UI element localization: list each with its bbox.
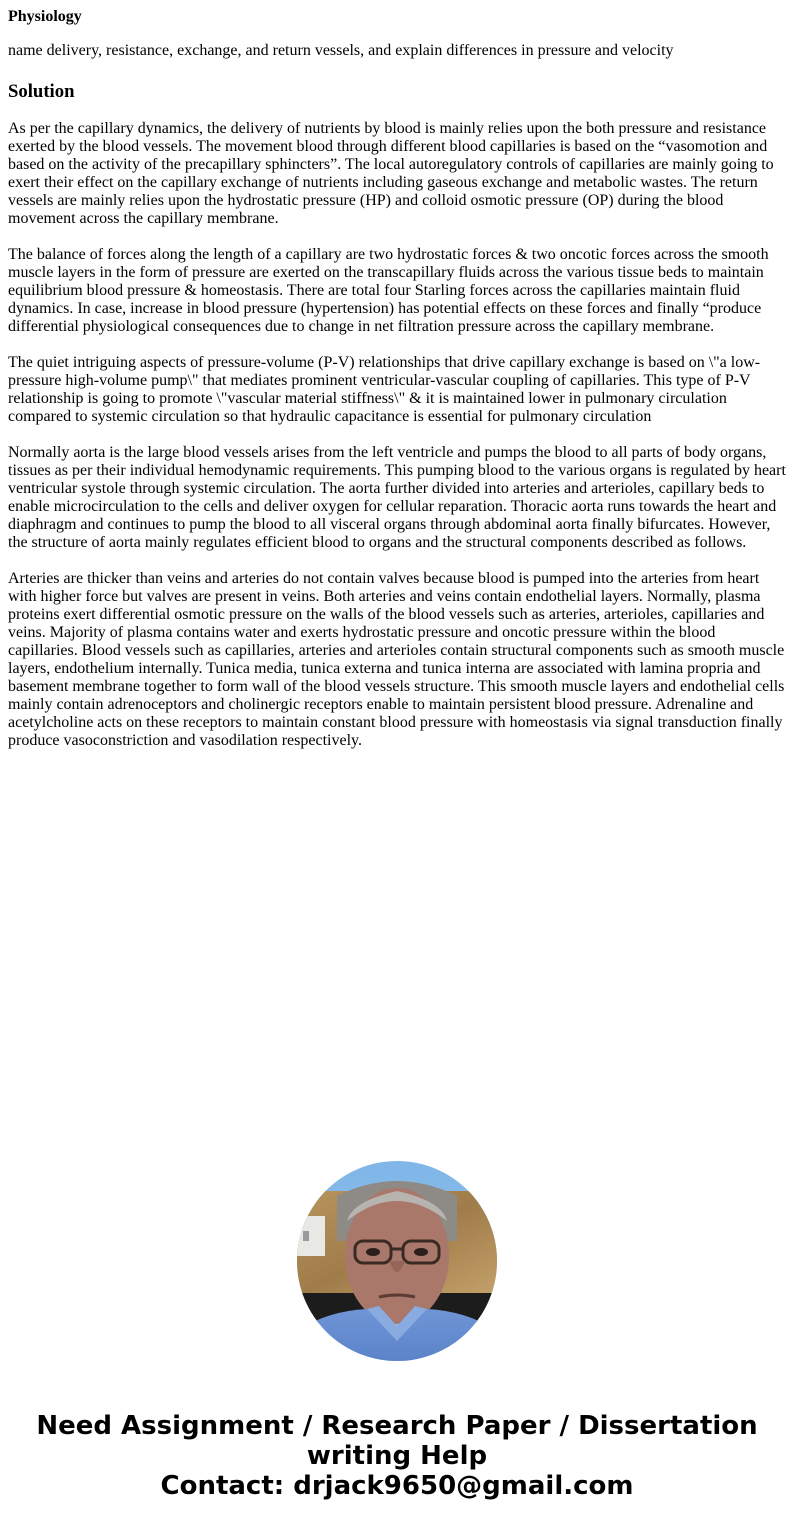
solution-paragraph: The balance of forces along the length of a capillary are two hydrostatic forces & two oncotic forces across the smooth muscle layers in the form of pressure are exerted on the transcapillary fluids across the various tissue beds to maintain equilibrium blood pressure & homeostasis. There are total four Starling forces across the capillaries maintain fluid dynamics. In case, increase in blood pressure (hypertension) has potential effects on these forces and finally “produce differential physiological consequences due to change in net filtration pressure across the capillary membrane. [8,246,769,335]
promo-banner [0,1411,794,1501]
promo-contact: Contact: drjack9650@gmail.com [160,1471,634,1501]
promo-line-2: writing Help [306,1441,488,1471]
solution-heading: Solution [8,81,75,102]
solution-paragraph: Normally aorta is the large blood vessels arises from the left ventricle and pumps the blood to all parts of body organs, tissues as per their individual hemodynamic requirements. This pumping blood to the various organs is regulated by heart ventricular systole through systemic circulation. The aorta further divided into arteries and arterioles, capillary beds to enable microcirculation to the cells and deliver oxygen for cellular reparation. Thoracic aorta runs towards the heart and diaphragm and continues to pump the blood to all visceral organs through abdominal aorta finally bifurcates. However, the structure of aorta mainly regulates efficient blood to organs and the structural components described as follows. [8,444,786,551]
solution-paragraph: The quiet intriguing aspects of pressure-volume (P-V) relationships that drive capillary exchange is based on \"a low-pressure high-volume pump\" that mediates prominent ventricular-vascular coupling of capillaries. This type of P-V relationship is going to promote \"vascular material stiffness\" & it is maintained lower in pulmonary circulation compared to systemic circulation so that hydraulic capacitance is essential for pulmonary circulation [8,354,761,425]
avatar [297,1161,497,1361]
solution-paragraph: Arteries are thicker than veins and arteries do not contain valves because blood is pumped into the arteries from heart with higher force but valves are present in veins. Both arteries and veins contain endothelial layers. Normally, plasma proteins exert differential osmotic pressure on the walls of the blood vessels such as arteries, arterioles, capillaries and veins. Majority of plasma contains water and exerts hydrostatic pressure and oncotic pressure within the blood capillaries. Blood vessels such as capillaries, arteries and arterioles contain structural components such as smooth muscle layers, endothelium internally. Tunica media, tunica externa and tunica interna are associated with lamina propria and basement membrane together to form wall of the blood vessels structure. This smooth muscle layers and endothelial cells mainly contain adrenoceptors and cholinergic receptors enable to maintain persistent blood pressure. Adrenaline and acetylcholine acts on these receptors to maintain constant blood pressure with homeostasis via signal transduction finally produce vasoconstriction and vasodilation respectively. [8,570,785,749]
promo-line-1: Need Assignment / Research Paper / Dissertation [36,1411,758,1441]
question-text: name delivery, resistance, exchange, and return vessels, and explain differences in pressure and velocity [8,42,674,59]
solution-paragraph: As per the capillary dynamics, the delivery of nutrients by blood is mainly relies upon the both pressure and resistance exerted by the blood vessels. The movement blood through different blood capillaries is based on the “vasomotion and based on the activity of the precapillary sphincters”. The local autoregulatory controls of capillaries are mainly going to exert their effect on the capillary exchange of nutrients including gaseous exchange and metabolic wastes. The return vessels are mainly relies upon the hydrostatic pressure (HP) and colloid osmotic pressure (OP) during the blood movement across the capillary membrane. [8,120,774,227]
person-portrait-icon [297,1161,497,1361]
subject-title: Physiology [8,8,82,25]
document-body [0,8,794,750]
